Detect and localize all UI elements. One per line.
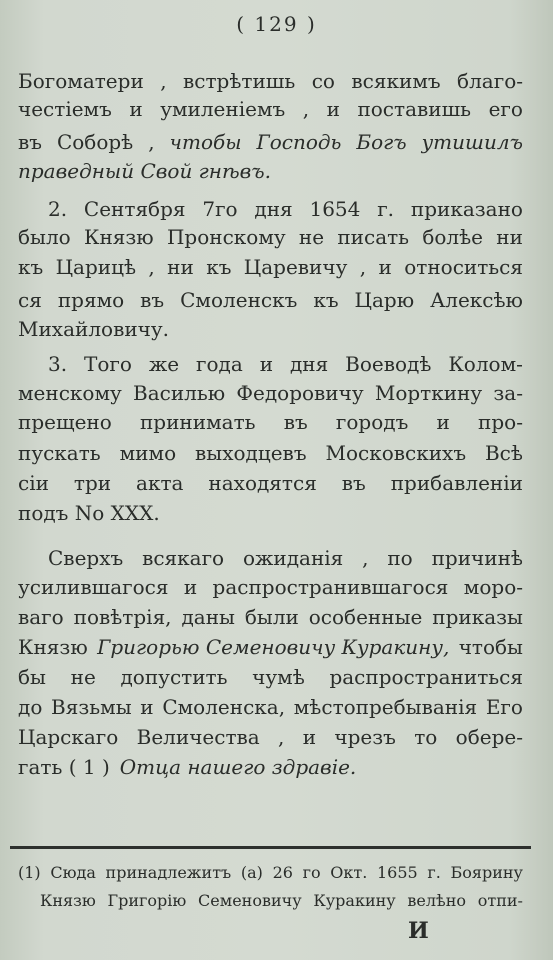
- word: допустить: [120, 665, 228, 689]
- word: особенные: [308, 605, 423, 629]
- word: приказы: [432, 605, 523, 629]
- word: 1654: [309, 197, 361, 221]
- word: болѣе: [422, 225, 484, 249]
- word: всякаго: [142, 546, 225, 570]
- word: Царицѣ: [55, 255, 137, 279]
- word: причинѣ: [431, 546, 523, 570]
- word: за-: [493, 381, 523, 405]
- word: бы: [18, 665, 46, 689]
- word: въ: [283, 410, 308, 434]
- text-line: [48, 196, 523, 222]
- word: распространиться: [329, 665, 523, 689]
- word: Московскихъ: [325, 441, 467, 465]
- word: 7го: [202, 197, 238, 221]
- text-line: [18, 664, 523, 690]
- word: ни: [496, 225, 523, 249]
- word: то: [414, 725, 438, 749]
- word: обере-: [455, 725, 523, 749]
- word: менскому: [18, 381, 122, 405]
- word: и: [259, 352, 274, 376]
- word: мѣстопребыванія: [293, 695, 478, 719]
- word: и: [129, 97, 143, 121]
- text-line: [18, 409, 523, 435]
- word: же: [148, 352, 180, 376]
- word: ни: [167, 255, 194, 279]
- word: Куракину: [313, 891, 396, 910]
- text-line: [18, 129, 523, 155]
- word: Богъ: [356, 130, 407, 154]
- word: ожиданія: [242, 546, 344, 570]
- word: Колом-: [448, 352, 523, 376]
- word: пускать: [18, 441, 101, 465]
- word: его: [488, 97, 523, 121]
- word: Соборѣ: [56, 130, 134, 154]
- word: отпи-: [477, 891, 523, 910]
- word: Всѣ: [484, 441, 523, 465]
- word: Вязьмы: [51, 695, 132, 719]
- word: не: [70, 665, 96, 689]
- word: ваго: [18, 605, 64, 629]
- word: утишилъ: [421, 130, 523, 154]
- word: встрѣтишь: [183, 69, 296, 93]
- word: къ: [313, 288, 339, 312]
- word: Царевичу: [243, 255, 348, 279]
- word: го: [302, 863, 321, 882]
- text-line: [18, 287, 523, 313]
- word: 2.: [48, 197, 68, 221]
- text-line: [18, 68, 523, 94]
- word: Боярину: [450, 863, 523, 882]
- text-line: [48, 545, 523, 571]
- text-line: [48, 351, 523, 377]
- word: Богоматери: [18, 69, 144, 93]
- word: Морткину: [374, 381, 483, 405]
- word: даны: [181, 605, 235, 629]
- word: приказано: [410, 197, 523, 221]
- footnote-rule: [10, 846, 531, 849]
- word: года: [196, 352, 243, 376]
- word: 26: [272, 863, 293, 882]
- word: про-: [478, 410, 523, 434]
- text-line: [18, 440, 523, 466]
- word: прещено: [18, 410, 112, 434]
- word: Семеновичу: [198, 891, 302, 910]
- text-line: [18, 316, 523, 342]
- word: Григорію: [107, 891, 187, 910]
- text-line: [18, 158, 523, 184]
- word: и: [326, 97, 340, 121]
- word: чтобы: [458, 635, 523, 659]
- word: со: [311, 69, 335, 93]
- word: Федоровичу: [236, 381, 364, 405]
- signature-mark: И: [408, 918, 429, 944]
- word: Григорью Семеновичу Куракину,: [97, 635, 450, 659]
- word: Князю: [18, 635, 88, 659]
- word: ,: [359, 255, 367, 279]
- word: (а): [240, 863, 263, 882]
- word: всякимъ: [351, 69, 441, 93]
- word: чрезъ: [334, 725, 396, 749]
- text-line: [18, 724, 523, 750]
- word: городъ: [335, 410, 409, 434]
- word: къ: [18, 255, 44, 279]
- word: три: [73, 471, 112, 495]
- word: ,: [278, 725, 285, 749]
- word: Смоленска,: [162, 695, 286, 719]
- word: праведный Свой гнѣвъ.: [18, 159, 271, 183]
- word: гать ( 1 ): [18, 755, 110, 779]
- word: ,: [160, 69, 167, 93]
- footnote-line: [40, 890, 523, 912]
- word: Воеводѣ: [345, 352, 432, 376]
- word: ,: [302, 97, 310, 121]
- word: Михайловичу.: [18, 317, 170, 341]
- footnote-line: [18, 862, 523, 884]
- word: въ: [18, 130, 42, 154]
- word: ,: [362, 546, 369, 570]
- word: Отца нашего здравіе.: [119, 755, 357, 779]
- word: акта: [136, 471, 184, 495]
- word: по: [387, 546, 413, 570]
- text-line: [18, 754, 523, 780]
- word: ся: [18, 288, 42, 312]
- page-number: ( 129 ): [236, 12, 317, 36]
- word: относиться: [404, 255, 523, 279]
- word: Царскаго: [18, 725, 119, 749]
- word: моро-: [463, 575, 523, 599]
- word: въ: [341, 471, 366, 495]
- word: и: [302, 725, 317, 749]
- word: принимать: [139, 410, 256, 434]
- word: Сюда: [50, 863, 96, 882]
- word: мимо: [119, 441, 177, 465]
- word: въ: [140, 288, 165, 312]
- text-line: [18, 574, 523, 600]
- word: находятся: [208, 471, 317, 495]
- word: прямо: [57, 288, 125, 312]
- word: г.: [377, 197, 395, 221]
- word: принадлежитъ: [105, 863, 232, 882]
- word: г.: [427, 863, 441, 882]
- word: было: [18, 225, 71, 249]
- word: подъ No XXX.: [18, 501, 160, 525]
- word: усилившагося: [18, 575, 169, 599]
- text-line: [18, 380, 523, 406]
- word: были: [244, 605, 299, 629]
- word: Господь: [256, 130, 342, 154]
- word: 3.: [48, 352, 68, 376]
- word: Князю: [40, 891, 96, 910]
- word: и: [378, 255, 392, 279]
- word: Окт.: [330, 863, 368, 882]
- word: и: [436, 410, 450, 434]
- word: распространившагося: [212, 575, 449, 599]
- word: до: [18, 695, 43, 719]
- word: выходцевъ: [195, 441, 307, 465]
- text-line: [18, 634, 523, 660]
- text-line: [18, 604, 523, 630]
- word: сіи: [18, 471, 49, 495]
- word: Смоленскъ: [180, 288, 298, 312]
- word: ,: [148, 130, 155, 154]
- word: (1): [18, 863, 41, 882]
- word: 1655: [376, 863, 418, 882]
- word: дня: [254, 197, 293, 221]
- word: честіемъ: [18, 97, 112, 121]
- word: дня: [289, 352, 329, 376]
- word: Его: [485, 695, 523, 719]
- word: ,: [148, 255, 155, 279]
- word: Сверхъ: [48, 546, 124, 570]
- word: чумѣ: [252, 665, 305, 689]
- word: Величества: [136, 725, 260, 749]
- word: къ: [206, 255, 232, 279]
- text-line: [18, 694, 523, 720]
- text-line: [18, 254, 523, 280]
- word: не: [298, 225, 325, 249]
- word: писать: [337, 225, 410, 249]
- word: и: [183, 575, 198, 599]
- word: Князю: [83, 225, 154, 249]
- word: и: [140, 695, 154, 719]
- word: Сентября: [83, 197, 186, 221]
- text-line: [18, 224, 523, 250]
- word: Царю: [354, 288, 415, 312]
- word: умиленіемъ: [160, 97, 286, 121]
- word: Того: [84, 352, 132, 376]
- word: велѣно: [407, 891, 466, 910]
- text-line: [18, 500, 523, 526]
- word: Алексѣю: [430, 288, 523, 312]
- text-line: [18, 96, 523, 122]
- word: чтобы: [169, 130, 242, 154]
- word: прибавленіи: [390, 471, 523, 495]
- text-line: [18, 470, 523, 496]
- word: Василью: [133, 381, 226, 405]
- word: повѣтрія,: [73, 605, 172, 629]
- word: благо-: [457, 69, 523, 93]
- word: Пронскому: [166, 225, 286, 249]
- word: поставишь: [357, 97, 472, 121]
